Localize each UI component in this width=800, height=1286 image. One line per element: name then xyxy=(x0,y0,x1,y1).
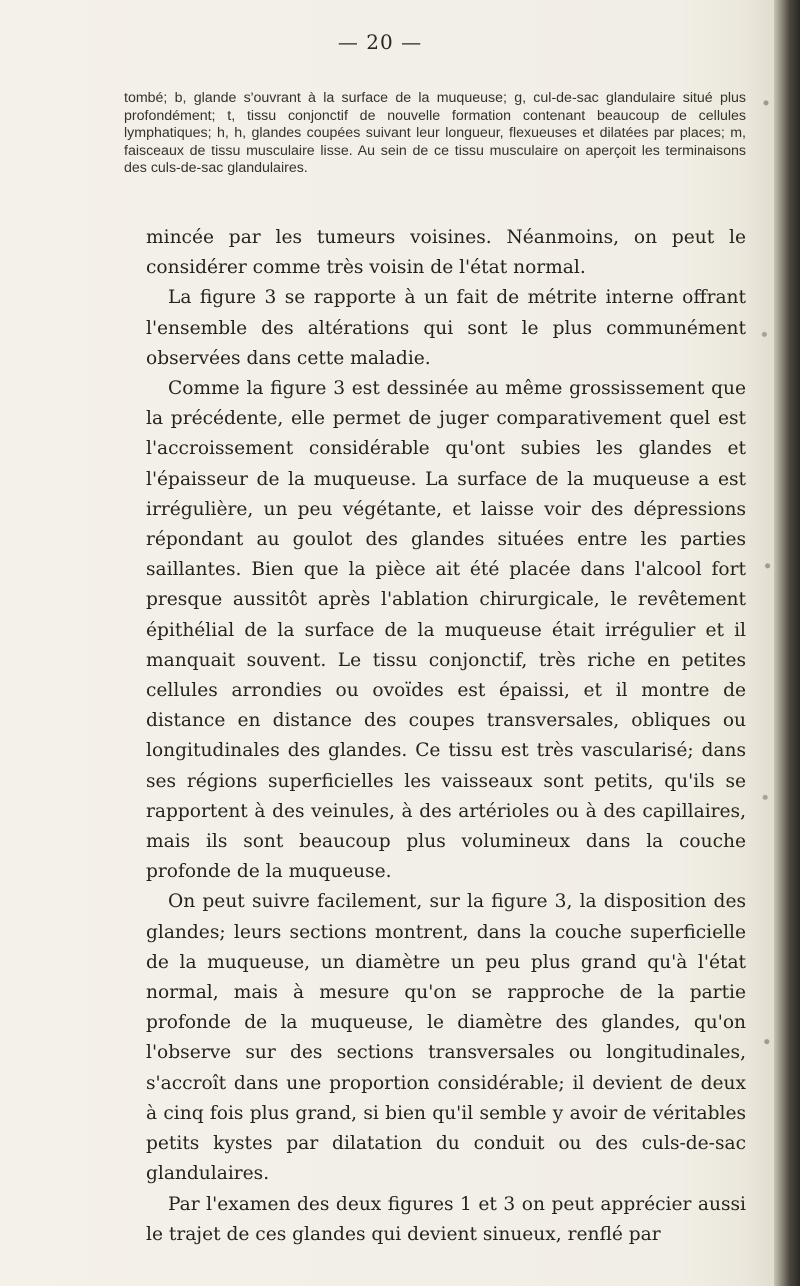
paragraph-1: mincée par les tumeurs voisines. Néanmoins, on peut le considérer comme très voisin de l'état normal. xyxy=(146,227,746,279)
paragraph-4: On peut suivre facilement, sur la figure 3, la disposition des glandes; leurs sections montrent, dans la couche superficielle de la muqueuse, un diamètre un peu plus grand qu'à l'état normal, mais à mesure qu'on se rapproche de la partie profonde de la muqueuse, le diamètre des glandes, qu'on l'observe sur des sections transversales ou longitudinales, s'accroît dans une proportion considérable; il devient de deux à cinq fois plus grand, si bien qu'il semble y avoir de véritables petits kystes par dilatation du conduit ou des culs-de-sac glandulaires. xyxy=(146,891,746,1185)
paragraph-2: La figure 3 se rapporte à un fait de métrite interne offrant l'ensemble des altérations qui sont le plus communément observées dans cette maladie. xyxy=(146,287,746,369)
paragraph-5: Par l'examen des deux figures 1 et 3 on peut apprécier aussi le trajet de ces glandes qui devient sinueux, renflé par xyxy=(146,1193,746,1245)
caption-text: tombé; b, glande s'ouvrant à la surface de la muqueuse; g, cul-de-sac glandulaire situé plus profondément; t, tissu conjonctif de nouvelle formation contenant beaucoup de cellules lymphatiques; h, h, glandes coupées suivant leur longueur, flexueuses et dilatées par places; m, faisceaux de tissu musculaire lisse. Au sein de ce tissu musculaire on aperçoit les terminaisons des culs-de-sac glandulaires. xyxy=(124,90,746,176)
paragraph-3: Comme la figure 3 est dessinée au même grossissement que la précédente, elle permet de juger comparativement quel est l'accroissement considérable qu'ont subies les glandes et l'épaisseur de la muqueuse. La surface de la muqueuse a est irrégulière, un peu végétante, et laisse voir des dépressions répondant au goulot des glandes situées entre les parties saillantes. Bien que la pièce ait été placée dans l'alcool fort presque aussitôt après l'ablation chirurgicale, le revêtement épithélial de la surface de la muqueuse était irrégulier et il manquait souvent. Le tissu conjonctif, très riche en petites cellules arrondies ou ovoïdes est épaissi, et il montre de distance en distance des coupes transversales, obliques ou longitudinales des glandes. Ce tissu est très vascularisé; dans ses régions superficielles les vaisseaux sont petits, qu'ils se rapportent à des veinules, à des artérioles ou à des capillaires, mais ils sont beaucoup plus volumineux dans la couche profonde de la muqueuse. xyxy=(146,378,746,883)
body-text xyxy=(146,223,746,1250)
page-edge-stains xyxy=(758,0,774,1286)
page-number: — 20 — xyxy=(337,30,423,54)
figure-caption xyxy=(124,90,746,178)
page-binding-edge xyxy=(774,0,800,1286)
